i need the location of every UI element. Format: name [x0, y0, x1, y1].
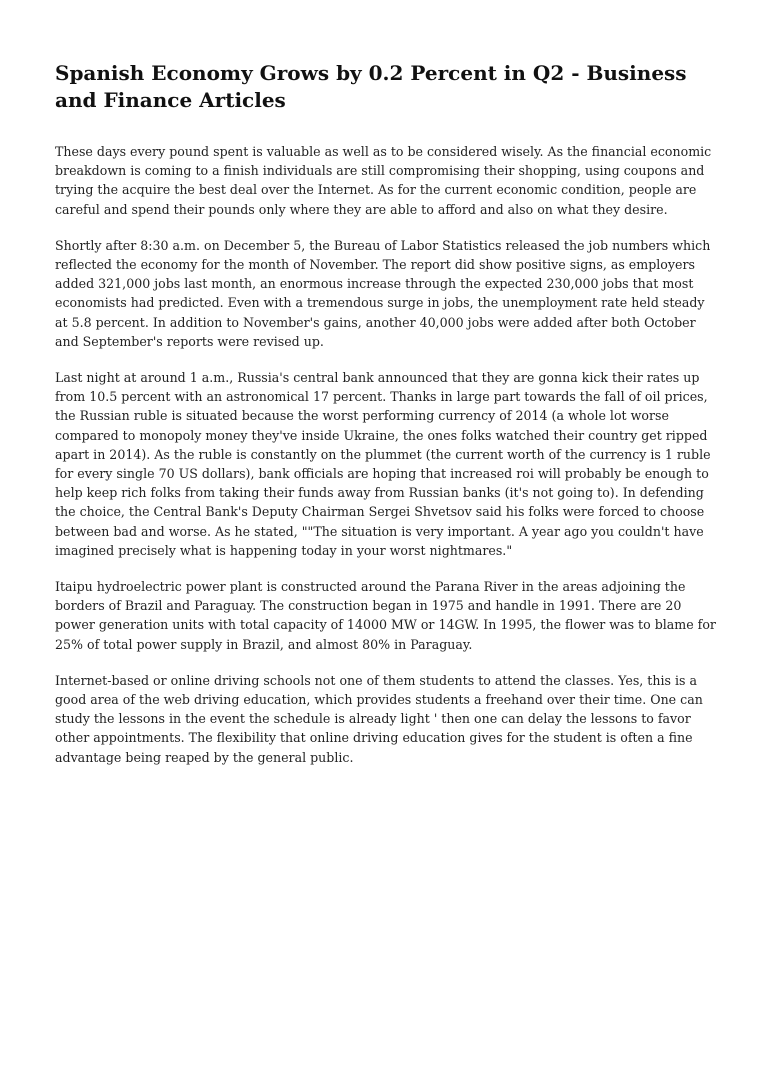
- paragraph-1: These days every pound spent is valuable as well as to be considered wisely. As the financial economic breakdown is coming to a finish individuals are still compromising their shopping, using coupons and trying the acquire the best deal over the Internet. As for the current economic condition, people are careful and spend their pounds only where they are able to afford and also on what they desire.: [55, 144, 712, 217]
- paragraph-5: Internet-based or online driving schools not one of them students to attend the classes. Yes, this is a good area of the web driving education, which provides students a freehand over their time. One can study the lessons in the event the schedule is already light ' then one can delay the lessons to favor other appointments. The flexibility that online driving education gives for the student is often a fine advantage being reaped by the general public.: [55, 672, 703, 765]
- paragraph-4: Itaipu hydroelectric power plant is constructed around the Parana River in the areas adjoining the borders of Brazil and Paraguay. The construction began in 1975 and handle in 1991. There are 20 power generation units with total capacity of 14000 MW or 14GW. In 1995, the flower was to blame for 25% of total power supply in Brazil, and almost 80% in Paraguay.: [55, 579, 716, 652]
- paragraph-2: Shortly after 8:30 a.m. on December 5, the Bureau of Labor Statistics released the job numbers which reflected the economy for the month of November. The report did show positive signs, as employers added 321,000 jobs last month, an enormous increase through the expected 230,000 jobs that most economists had predicted. Even with a tremendous surge in jobs, the unemployment rate held steady at 5.8 percent. In addition to November's gains, another 40,000 jobs were added after both October and September's reports were revised up.: [55, 237, 711, 349]
- paragraph-3: Last night at around 1 a.m., Russia's central bank announced that they are gonna kick their rates up from 10.5 percent with an astronomical 17 percent. Thanks in large part towards the fall of oil prices, the Russian ruble is situated because the worst performing currency of 2014 (a whole lot worse compared to monopoly money they've inside Ukraine, the ones folks watched their country get ripped apart in 2014). As the ruble is constantly on the plummet (the current worth of the currency is 1 ruble for every single 70 US dollars), bank officials are hoping that increased roi will probably be enough to help keep rich folks from taking their funds away from Russian banks (it's not going to). In defending the choice, the Central Bank's Deputy Chairman Sergei Shvetsov said his folks were forced to choose between bad and worse. As he stated, ""The situation is very important. A year ago you couldn't have imagined precisely what is happening today in your worst nightmares.": [55, 370, 711, 558]
- article-title: Spanish Economy Grows by 0.2 Percent in Q2 - Business and Finance Articles: [55, 61, 687, 112]
